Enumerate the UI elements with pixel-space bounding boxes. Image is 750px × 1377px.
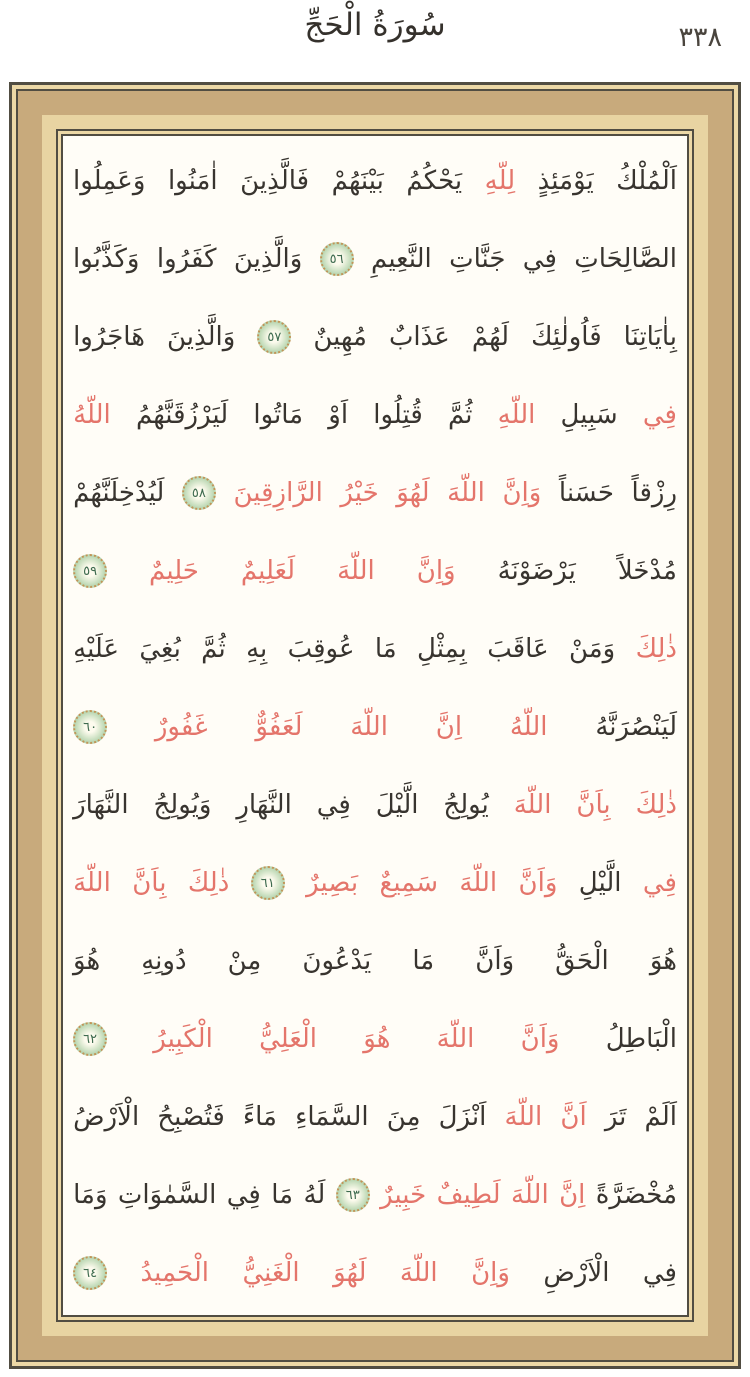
quran-word: اَنْزَلَ xyxy=(438,1102,487,1132)
quran-word: وَمَا xyxy=(73,1180,108,1210)
quran-word: النَّعِيمِ xyxy=(371,244,432,274)
quran-word: هُوَ xyxy=(363,1024,391,1054)
quran-word: اللّهُ xyxy=(509,712,548,742)
quran-line xyxy=(73,766,677,844)
quran-word: الْغَنِيُّ xyxy=(242,1258,300,1288)
quran-word: اللّهُ xyxy=(73,400,111,430)
quran-line xyxy=(73,1000,677,1078)
quran-word: اللّهَ xyxy=(350,712,388,742)
quran-word: ذٰلِكَ xyxy=(635,790,677,820)
quran-word: خَبِيرٌ xyxy=(380,1180,427,1210)
quran-word: لَطِيفٌ xyxy=(436,1180,501,1210)
quran-word: اللّهَ xyxy=(73,868,111,898)
quran-line xyxy=(73,610,677,688)
quran-word: النَّهَارَ xyxy=(73,790,129,820)
quran-word: لَهُوَ xyxy=(333,1258,367,1288)
quran-word: بُغِيَ xyxy=(139,634,181,664)
quran-word: مَاءً xyxy=(242,1102,277,1132)
quran-word: هُوَ xyxy=(73,946,101,976)
quran-word: لَعَلِيمٌ xyxy=(240,556,296,586)
quran-word: ثُمَّ xyxy=(201,634,226,664)
quran-line xyxy=(73,532,677,610)
verse-end-rosette: ٦٢ xyxy=(73,1022,107,1056)
quran-word: السَّمٰوَاتِ xyxy=(117,1180,217,1210)
verse-end-rosette: ٥٦ xyxy=(320,242,354,276)
quran-line xyxy=(73,1234,677,1312)
quran-word: الْاَرْضُ xyxy=(73,1102,140,1132)
quran-word: بِاَنَّ xyxy=(576,790,611,820)
quran-word: عَاقَبَ xyxy=(487,634,549,664)
quran-word: فِي xyxy=(642,868,677,898)
decorative-frame-outer xyxy=(9,82,741,1369)
verse-end-rosette: ٥٩ xyxy=(73,554,107,588)
quran-word: وَالَّذِينَ xyxy=(233,244,303,274)
quran-word: الصَّالِحَاتِ xyxy=(574,244,677,274)
quran-word: فِي xyxy=(642,400,677,430)
quran-word: بَيْنَهُمْ xyxy=(331,166,384,196)
quran-word: حَسَناً xyxy=(558,478,614,508)
quran-word: فِي xyxy=(522,244,557,274)
quran-word: الْاَرْضِ xyxy=(543,1258,610,1288)
quran-word: سَبِيلِ xyxy=(560,400,618,430)
quran-word: فِي xyxy=(316,790,351,820)
quran-word: اللّهَ xyxy=(504,1102,543,1132)
quran-word: عُوقِبَ xyxy=(287,634,355,664)
quran-word: يَوْمَئِذٍ xyxy=(537,166,594,196)
quran-line xyxy=(73,922,677,1000)
decorative-frame-inner-double-line xyxy=(56,129,694,1322)
quran-word: اَلَمْ xyxy=(644,1102,677,1132)
quran-word: فَالَّذِينَ xyxy=(240,166,310,196)
quran-word: مَاتُوا xyxy=(253,400,304,430)
quran-word: يُولِجُ xyxy=(443,790,489,820)
quran-word: الْبَاطِلُ xyxy=(605,1024,677,1054)
quran-word: لَهُمْ xyxy=(471,322,510,352)
verse-end-rosette: ٦٣ xyxy=(336,1178,370,1212)
quran-word: الْحَقُّ xyxy=(555,946,609,976)
quran-word: عَذَابٌ xyxy=(388,322,450,352)
quran-word: مَا xyxy=(374,634,397,664)
quran-word: ثُمَّ xyxy=(447,400,473,430)
quran-word: الْعَلِيُّ xyxy=(259,1024,318,1054)
quran-word: وَاَنَّ xyxy=(518,868,558,898)
quran-word: الَّيْلَ xyxy=(375,790,419,820)
quran-word: مَا xyxy=(271,1180,294,1210)
quran-word: بِاٰيَاتِنَا xyxy=(623,322,677,352)
quran-word: اِنَّ xyxy=(559,1180,586,1210)
quran-word: وَكَذَّبُوا xyxy=(73,244,140,274)
quran-word: فِي xyxy=(226,1180,261,1210)
quran-word: مِنَ xyxy=(386,1102,421,1132)
quran-word: لَهُوَ xyxy=(396,478,430,508)
quran-word: اللّهَ xyxy=(436,1024,475,1054)
quran-word: فَتُصْبِحُ xyxy=(157,1102,225,1132)
quran-word: وَاِنَّ xyxy=(416,556,456,586)
quran-word: الْكَبِيرُ xyxy=(153,1024,213,1054)
quran-word: وَاِنَّ xyxy=(502,478,542,508)
quran-line xyxy=(73,454,677,532)
verse-end-rosette: ٥٨ xyxy=(182,476,216,510)
surah-title: سُورَةُ الْحَجِّ xyxy=(304,7,446,43)
quran-word: اَلْمُلْكُ xyxy=(616,166,677,196)
page-number: ٣٣٨ xyxy=(678,22,722,53)
quran-word: الرَّازِقِينَ xyxy=(233,478,323,508)
quran-word: مَا xyxy=(412,946,435,976)
quran-word: يَرْضَوْنَهُ xyxy=(497,556,576,586)
quran-word: اللّهَ xyxy=(399,1258,438,1288)
quran-line xyxy=(73,298,677,376)
decorative-frame-tan-band xyxy=(16,89,734,1362)
quran-word: وَمَنْ xyxy=(568,634,616,664)
quran-word: وَاَنَّ xyxy=(475,946,515,976)
quran-word: هَاجَرُوا xyxy=(73,322,145,352)
quran-word: لَهُ xyxy=(303,1180,326,1210)
quran-word: بِاَنَّ xyxy=(132,868,167,898)
quran-word: لَيَرْزُقَنَّهُمُ xyxy=(135,400,229,430)
quran-word: حَلِيمٌ xyxy=(149,556,199,586)
quran-word: وَاِنَّ xyxy=(471,1258,510,1288)
quran-word: بِهِ xyxy=(246,634,268,664)
quran-line xyxy=(73,1078,677,1156)
quran-word: لَعَفُوٌّ xyxy=(255,712,303,742)
quran-line xyxy=(73,220,677,298)
quran-word: السَّمَاءِ xyxy=(295,1102,369,1132)
quran-word: اللّهِ xyxy=(497,400,536,430)
quran-word: لَيَنْصُرَنَّهُ xyxy=(595,712,677,742)
quran-word: هُوَ xyxy=(649,946,677,976)
decorative-frame-inner-edge xyxy=(61,134,689,1317)
quran-word: كَفَرُوا xyxy=(156,244,217,274)
quran-word: مُدْخَلاً xyxy=(617,556,677,586)
quran-word: مُهِينٌ xyxy=(313,322,367,352)
quran-word: مِنْ xyxy=(227,946,262,976)
quran-word: وَعَمِلُوا xyxy=(73,166,146,196)
quran-word: اللّهَ xyxy=(337,556,375,586)
quran-word: اٰمَنُوا xyxy=(167,166,218,196)
quran-word: يَحْكُمُ xyxy=(406,166,463,196)
verse-end-rosette: ٥٧ xyxy=(257,320,291,354)
quran-word: لَيُدْخِلَنَّهُمْ xyxy=(73,478,165,508)
quran-line xyxy=(73,688,677,766)
quran-word: اللّهَ xyxy=(459,868,498,898)
quran-line xyxy=(73,1156,677,1234)
quran-word: تَرَ xyxy=(604,1102,627,1132)
quran-word: ذٰلِكَ xyxy=(635,634,677,664)
quran-word: بِمِثْلِ xyxy=(417,634,467,664)
quran-word: اللّهَ xyxy=(447,478,485,508)
quran-word: الَّيْلِ xyxy=(578,868,622,898)
quran-word: ذٰلِكَ xyxy=(187,868,230,898)
quran-word: لِلّهِ xyxy=(484,166,516,196)
quran-word: اَنَّ xyxy=(560,1102,587,1132)
quran-word: وَالَّذِينَ xyxy=(166,322,236,352)
quran-line xyxy=(73,844,677,922)
quran-word: اللّهَ xyxy=(513,790,552,820)
quran-word: بَصِيرٌ xyxy=(306,868,359,898)
quran-word: مُخْضَرَّةً xyxy=(595,1180,677,1210)
quran-word: وَيُولِجُ xyxy=(153,790,212,820)
page-header xyxy=(0,0,750,82)
decorative-frame-cream-band xyxy=(42,115,708,1336)
quran-word: عَلَيْهِ xyxy=(73,634,120,664)
quran-word: غَفُورٌ xyxy=(154,712,208,742)
quran-line xyxy=(73,142,677,220)
quran-word: خَيْرُ xyxy=(340,478,379,508)
quran-line xyxy=(73,376,677,454)
quran-lines xyxy=(63,136,687,1315)
verse-end-rosette: ٦١ xyxy=(251,866,285,900)
verse-end-rosette: ٦٤ xyxy=(73,1256,107,1290)
quran-word: سَمِيعٌ xyxy=(379,868,438,898)
quran-word: دُونِهِ xyxy=(141,946,187,976)
quran-word: وَاَنَّ xyxy=(520,1024,560,1054)
quran-word: فَاُولٰئِكَ xyxy=(531,322,602,352)
quran-word: رِزْقاً xyxy=(631,478,677,508)
quran-word: الْحَمِيدُ xyxy=(140,1258,209,1288)
quran-word: جَنَّاتِ xyxy=(449,244,506,274)
quran-word: اللّهَ xyxy=(510,1180,549,1210)
quran-word: اَوْ xyxy=(328,400,349,430)
quran-word: اِنَّ xyxy=(435,712,463,742)
quran-word: فِي xyxy=(642,1258,677,1288)
quran-word: قُتِلُوا xyxy=(373,400,423,430)
quran-word: النَّهَارِ xyxy=(236,790,292,820)
quran-word: يَدْعُونَ xyxy=(302,946,372,976)
verse-end-rosette: ٦٠ xyxy=(73,710,107,744)
